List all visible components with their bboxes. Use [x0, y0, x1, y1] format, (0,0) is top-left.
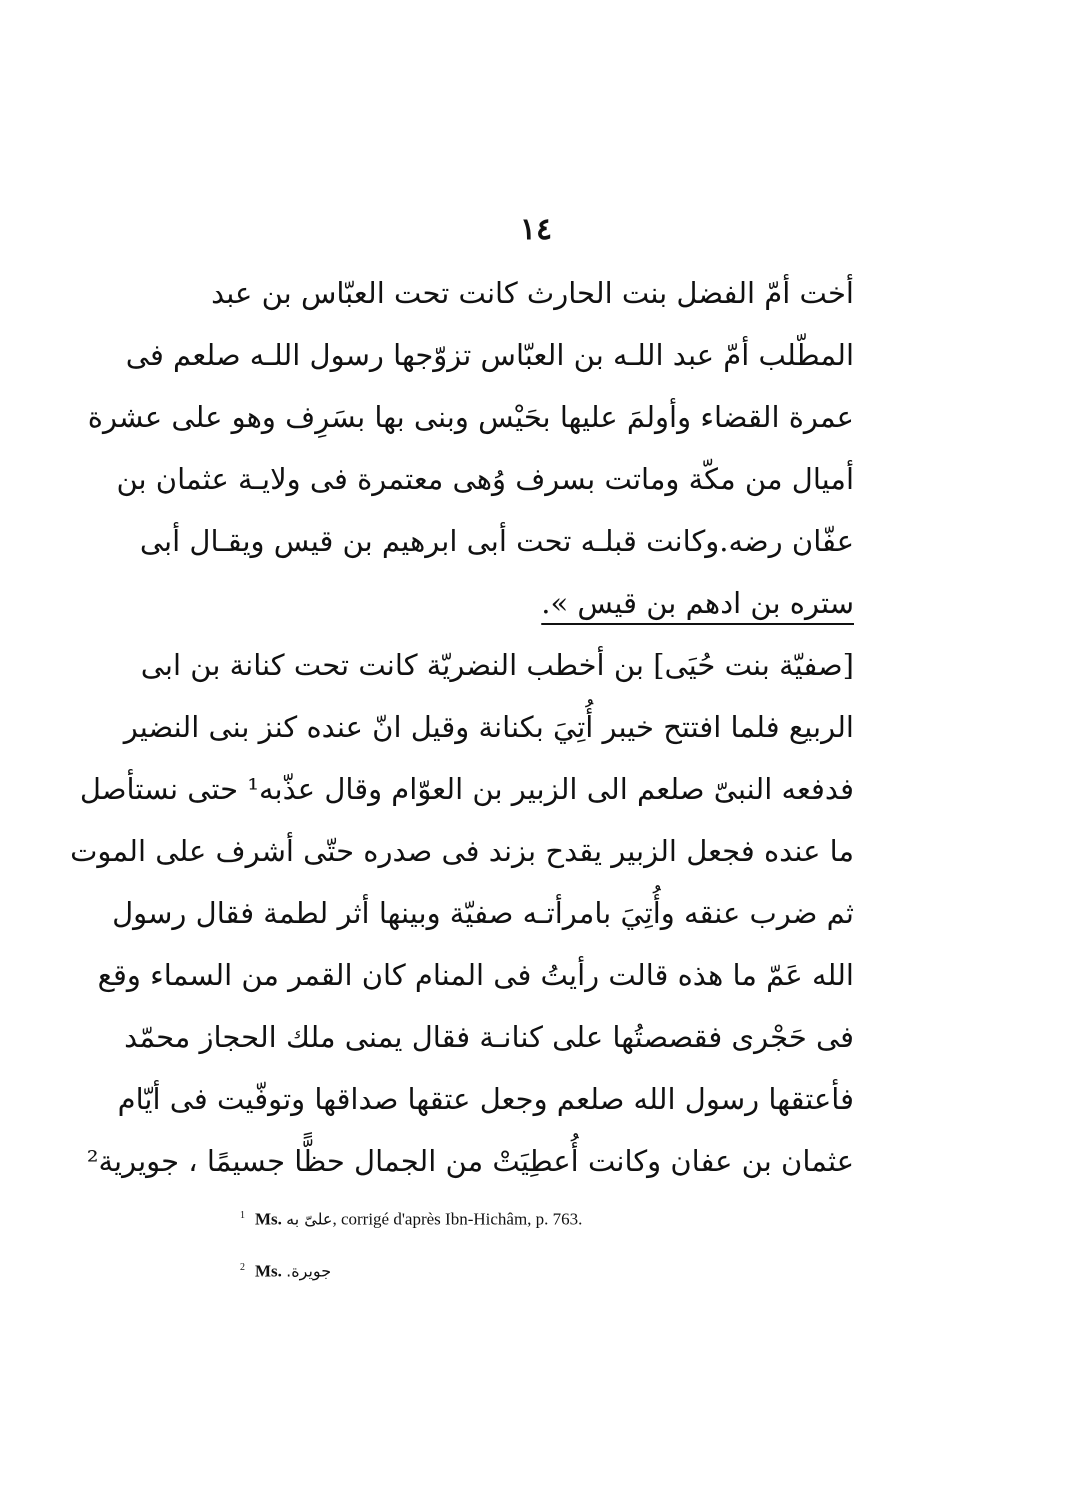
text-line: عفّان رضه.وكانت قبلـه تحت أبى ابرهيم بن قيس ويقـال أبى	[139, 524, 854, 558]
text-line: عثمان بن عفان وكانت أُعطِيَتْ من الجمال حظًّا جسيمًا ، جويرية²	[86, 1144, 854, 1178]
footnote-2	[240, 1256, 860, 1308]
footnote-arabic: جويرة.	[286, 1261, 332, 1281]
footnote-arabic: علىّ به	[286, 1209, 333, 1229]
main-text	[70, 262, 854, 1192]
text-line: [صفيّة بنت حُيَى] بن أخطب النضريّة كانت تحت كنانة بن ابى	[140, 648, 854, 682]
footnote-ms: Ms.	[255, 1209, 282, 1229]
text-line: فأعتقها رسول الله صلعم وجعل عتقها صداقها وتوفّيت فى أيّام	[117, 1082, 854, 1116]
text-line: المطّلب أمّ عبد اللـه بن العبّاس تزوّجها رسول اللـه صلعم فى	[125, 338, 854, 372]
text-line: أخت أمّ الفضل بنت الحارث كانت تحت العبّاس بن عبد	[211, 276, 854, 310]
text-line: فى حَجْرى فقصصتُها على كنانـة فقال يمنى ملك الحجاز محمّد	[124, 1020, 854, 1054]
page-number: ١٤	[519, 212, 553, 247]
text-line: ثم ضرب عنقه وأُتِيَ بامرأتـه صفيّة وبينها أثر لطمة فقال رسول	[112, 896, 854, 930]
footnote-mark: 1	[240, 1210, 245, 1221]
text-line: فدفعه النبىّ صلعم الى الزبير بن العوّام وقال عذّبه¹ حتى نستأصل	[79, 772, 854, 806]
footnote-1	[240, 1204, 860, 1256]
footnote-ms: Ms.	[255, 1261, 282, 1281]
text-line: الله عَمّ ما هذه قالت رأيتُ فى المنام كان القمر من السماء وقع	[97, 958, 854, 992]
footnote-mark: 2	[240, 1262, 245, 1273]
text-line: الربيع فلما افتتح خيبر أُتِيَ بكنانة وقيل انّ عنده كنز بنى النضير	[123, 710, 854, 744]
paragraph-end-line: ستره بن ادهم بن قيس ».	[541, 586, 854, 620]
footnote-text: , corrigé d'après Ibn-Hichâm, p. 763.	[332, 1209, 583, 1229]
text-line: عمرة القضاء وأولمَ عليها بحَيْس وبنى بها بسَرِف وهو على عشرة	[87, 400, 854, 434]
footnotes	[240, 1204, 860, 1308]
text-line: أميال من مكّة وماتت بسرف وُهى معتمرة فى ولايـة عثمان بن	[116, 462, 854, 496]
text-line: ما عنده فجعل الزبير يقدح بزند فى صدره حتّى أشرف على الموت	[70, 834, 854, 868]
